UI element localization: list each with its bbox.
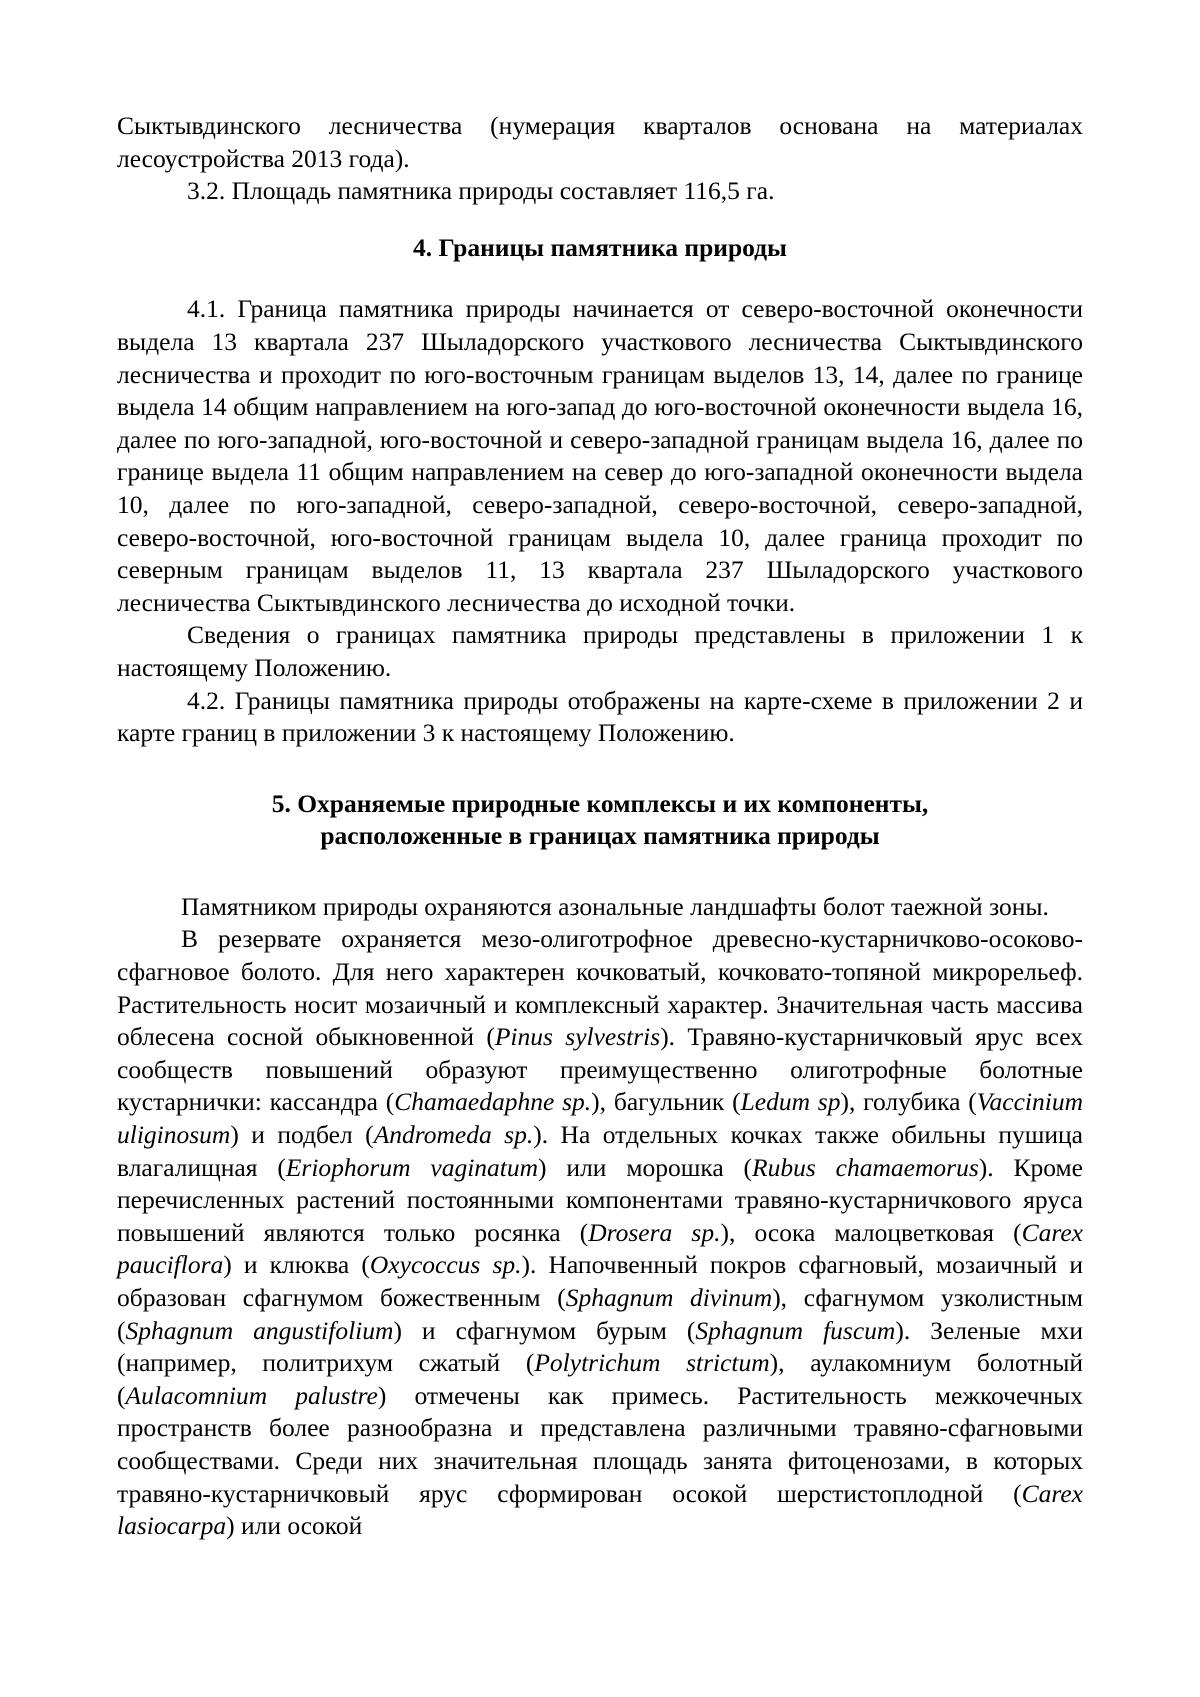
vegetation-text: ). Кроме перечисленных растений постоянными компонентами травяно-кустарничкового яруса повышений являются только росянка (: [117, 1152, 1083, 1247]
vegetation-text: ) или морошка (: [538, 1152, 753, 1182]
species-name: Pinus sylvestris: [494, 1022, 661, 1052]
species-name: Vaccinium uliginosum: [117, 1087, 1084, 1150]
species-name: Rubus chamaemorus: [752, 1152, 979, 1182]
vegetation-text: ) или осокой: [226, 1511, 363, 1541]
species-name: Sphagnum angustifolium: [125, 1315, 394, 1345]
section-5-heading-line2: расположенные в границах памятника природы: [320, 821, 880, 851]
vegetation-text: ). Напочвенный покров сфагновый, мозаичный и образован сфагнумом божественным (: [117, 1250, 1083, 1312]
species-name: Oxycoccus sp.: [369, 1250, 522, 1280]
paragraph-intro-continuation: Сыктывдинского лесничества (нумерация кварталов основана на материалах лесоустройства 2013 года).: [117, 111, 1083, 173]
document-body: [117, 110, 1083, 1543]
section-5-heading-line1: 5. Охраняемые природные комплексы и их компоненты,: [271, 788, 929, 818]
vegetation-text: ), сфагнумом узколистным (: [117, 1283, 1083, 1345]
vegetation-text: ) и подбел (: [230, 1120, 374, 1150]
paragraph-4-1: 4.1. Граница памятника природы начинается от северо-восточной оконечности выдела 13 квартала 237 Шыладорского участкового лесничества Сыктывдинского лесничества и проходит по юго-восточным границам выделов 13, 14, далее по границе выдела 14 общим направлением на юго-запад до юго-восточной оконечности выдела 16, далее по юго-западной, юго-восточной и северо-западной границам выдела 16, далее по границе выдела 11 общим направлением на север до юго-западной оконечности выдела 10, далее по юго-западной, северо-западной, северо-восточной, северо-западной, северо-восточной, юго-восточной границам выдела 10, далее граница проходит по северным границам выделов 11, 13 квартала 237 Шыладорского участкового лесничества Сыктывдинского лесничества до исходной точки.: [117, 294, 1083, 617]
species-name: Chamaedaphne sp.: [394, 1087, 592, 1117]
species-name: Carex lasiocarpa: [117, 1478, 1083, 1541]
species-name: Polytrichum strictum: [534, 1348, 770, 1378]
vegetation-text: ) и клюква (: [223, 1250, 370, 1280]
paragraph-3-2: 3.2. Площадь памятника природы составляет 116,5 га.: [187, 176, 775, 206]
paragraph-boundary-info: Сведения о границах памятника природы представлены в приложении 1 к настоящему Положению.: [117, 620, 1083, 682]
vegetation-text: ). Травяно-кустарничковый ярус всех сообществ повышений образуют преимущественно олиготрофные болотные кустарнички: кассандра (: [117, 1022, 1083, 1117]
vegetation-text: В резервате охраняется мезо-олиготрофное древесно-кустарничково-осоково-сфагновое болото. Для него характерен кочковатый, кочковато-топяной микрорельеф. Растительность носит мозаичный и комплексный характер. Значительная часть массива облесена сосной обыкновенной (: [117, 924, 1083, 1052]
vegetation-text: ). На отдельных кочках также обильны пушица влагалищная (: [117, 1120, 1083, 1182]
species-name: Aulacomnium palustre: [125, 1380, 378, 1410]
vegetation-text: ) отмечены как примесь. Растительность межкочечных пространств более разнообразна и представлена различными травяно-сфагновыми сообществами. Среди них значительная площадь занята фитоценозами, в которых травяно-кустарничковый ярус сформирован осокой шерстистоплодной (: [117, 1380, 1083, 1508]
species-name: Drosera sp.: [588, 1217, 721, 1247]
species-name: Ledum sp: [740, 1087, 841, 1117]
vegetation-text: ) и сфагнумом бурым (: [393, 1315, 696, 1345]
vegetation-text: ), голубика (: [840, 1087, 977, 1117]
species-name: Andromeda sp.: [373, 1120, 534, 1150]
paragraph-4-2: 4.2. Границы памятника природы отображены на карте-схеме в приложении 2 и карте границ в приложении 3 к настоящему Положению.: [117, 685, 1083, 748]
species-name: Sphagnum divinum: [565, 1283, 773, 1312]
section-4-heading: 4. Границы памятника природы: [413, 232, 787, 262]
species-name: Sphagnum fuscum: [695, 1315, 896, 1345]
vegetation-text: ), осока малоцветковая (: [720, 1217, 1022, 1247]
vegetation-text: ), аулакомниум болотный (: [117, 1348, 1083, 1410]
section-5-heading: [117, 788, 1083, 853]
vegetation-text: ), багульник (: [591, 1087, 741, 1117]
species-name: Carex pauciflora: [117, 1217, 1083, 1280]
vegetation-text: ). Зеленые мхи (например, политрихум сжатый (: [117, 1315, 1083, 1378]
paragraph-protected-zones: Памятником природы охраняются азональные ландшафты болот таежной зоны.: [181, 891, 1049, 921]
species-name: Eriophorum vaginatum: [285, 1152, 539, 1182]
paragraph-vegetation: [117, 923, 1083, 1542]
